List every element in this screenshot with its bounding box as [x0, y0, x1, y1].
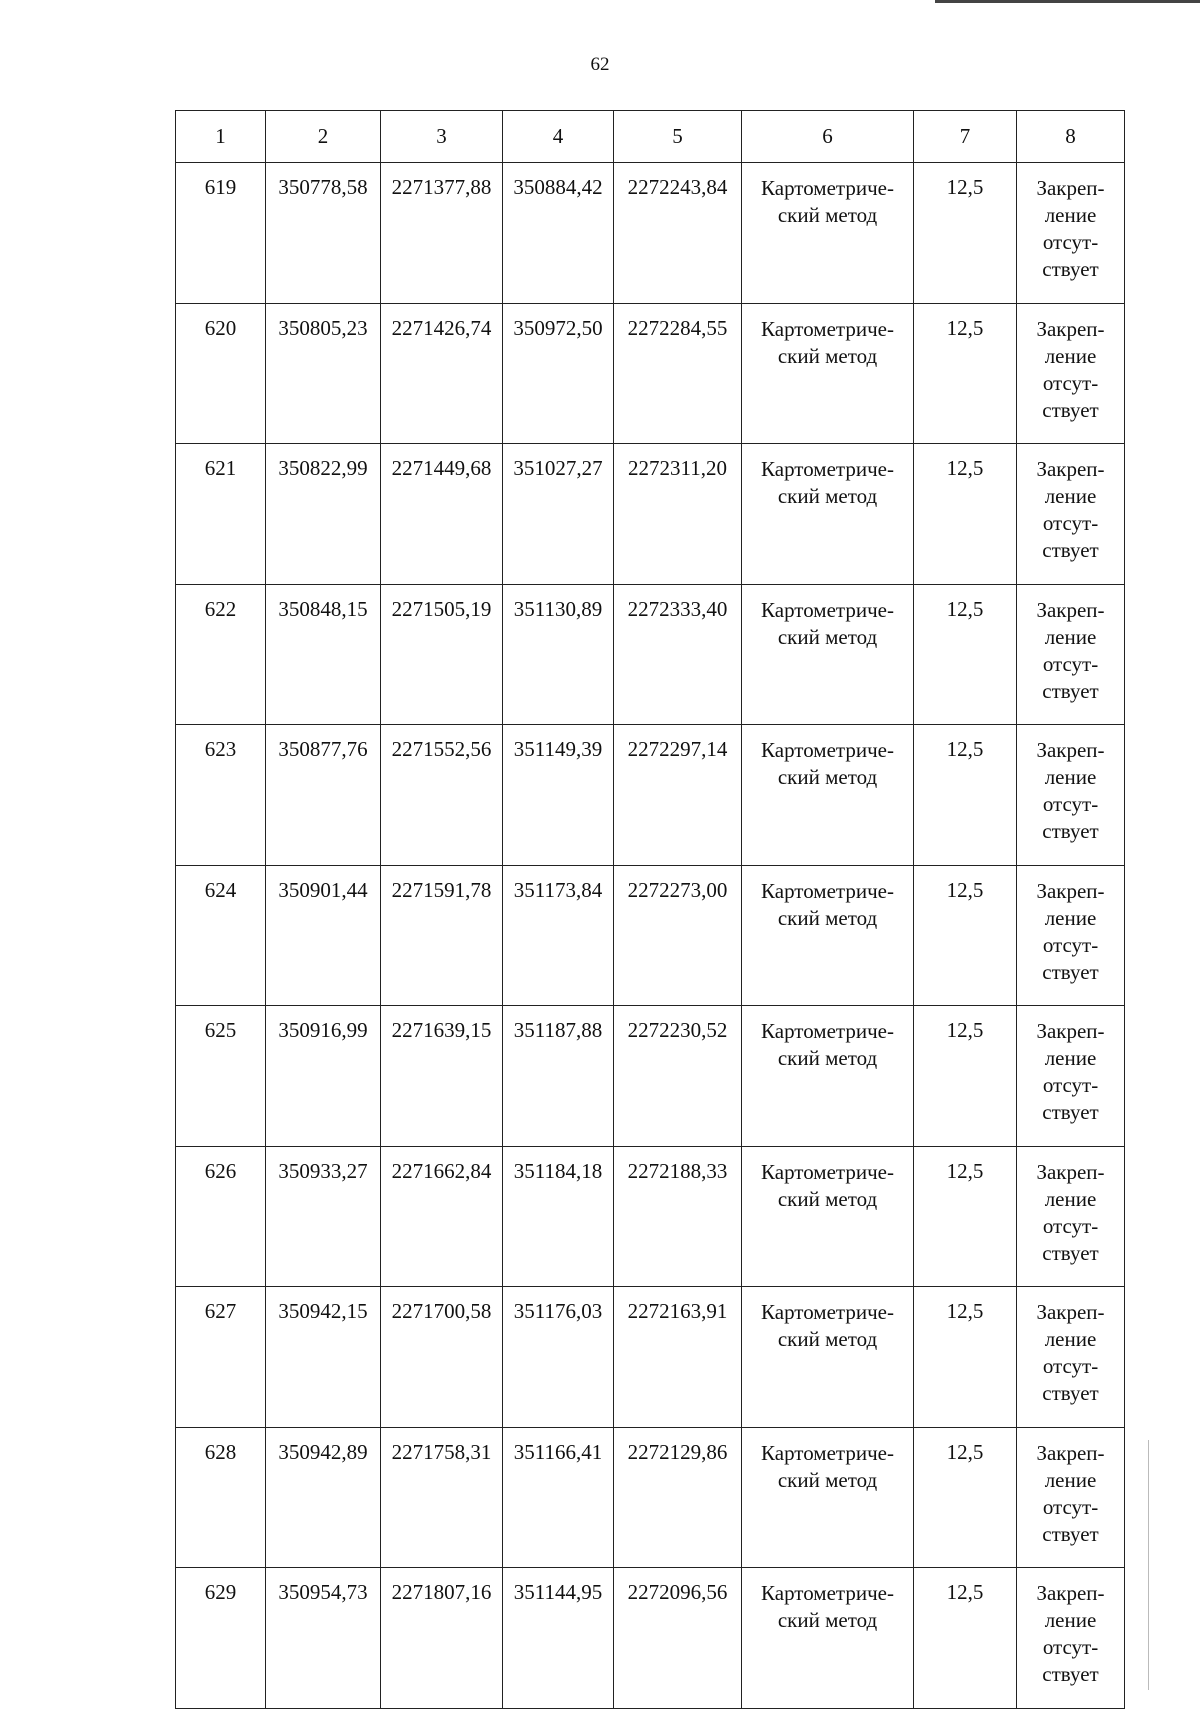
cell-line: ствует — [1042, 1521, 1099, 1546]
table-cell-col-7: 12,5 — [914, 444, 1017, 585]
cell-line: Картометриче- — [761, 738, 894, 762]
page-number: 62 — [590, 54, 610, 75]
table-cell-col-1: 624 — [176, 865, 266, 1006]
cell-line: Картометриче- — [761, 1581, 894, 1605]
table-cell-col-1: 622 — [176, 584, 266, 725]
table-cell-col-4: 351149,39 — [503, 725, 614, 866]
cell-line: Закреп- — [1036, 738, 1105, 762]
table-cell-col-2: 350778,58 — [266, 163, 381, 304]
table-cell-col-4: 351027,27 — [503, 444, 614, 585]
table-cell-col-2: 350933,27 — [266, 1146, 381, 1287]
table-cell-col-4: 351166,41 — [503, 1427, 614, 1568]
cell-line: ский метод — [777, 1046, 878, 1070]
table-cell-col-3: 2271807,16 — [381, 1568, 503, 1709]
table-cell-col-6 — [742, 1427, 914, 1568]
table-row — [176, 1427, 1125, 1568]
cell-line: Картометриче- — [761, 597, 894, 622]
table-cell-col-7: 12,5 — [914, 725, 1017, 866]
cell-line: Закреп- — [1036, 1300, 1105, 1324]
table-cell-col-6 — [742, 865, 914, 1006]
cell-line: ствует — [1042, 678, 1099, 703]
table-cell-col-5: 2272129,86 — [614, 1427, 742, 1568]
table-row — [176, 584, 1125, 725]
table-cell-col-8 — [1017, 584, 1125, 725]
table-cell-col-3: 2271662,84 — [381, 1146, 503, 1287]
table-cell-col-5: 2272096,56 — [614, 1568, 742, 1709]
table-cell-col-8 — [1017, 1568, 1125, 1709]
table-cell-col-3: 2271700,58 — [381, 1287, 503, 1428]
table-cell-col-8 — [1017, 1146, 1125, 1287]
cell-line: ский метод — [777, 1608, 878, 1632]
table-row — [176, 444, 1125, 585]
table-cell-col-3: 2271426,74 — [381, 303, 503, 444]
cell-line: Картометриче- — [761, 878, 894, 903]
table-cell-col-1: 625 — [176, 1006, 266, 1147]
cell-line: отсут- — [1042, 932, 1099, 957]
cell-line: Закреп- — [1036, 1440, 1105, 1465]
table-cell-col-6 — [742, 1146, 914, 1287]
column-header: 7 — [914, 111, 1017, 163]
cell-line: ский метод — [777, 203, 878, 227]
column-header: 4 — [503, 111, 614, 163]
table-cell-col-2: 350916,99 — [266, 1006, 381, 1147]
cell-line: ский метод — [777, 765, 878, 789]
cell-line: Закреп- — [1036, 1019, 1105, 1043]
table-cell-col-8 — [1017, 725, 1125, 866]
cell-line: ствует — [1042, 1100, 1099, 1124]
table-body — [176, 163, 1125, 1709]
cell-line: Закреп- — [1036, 1159, 1105, 1184]
cell-line: ствует — [1042, 1662, 1099, 1686]
cell-line: отсут- — [1042, 230, 1099, 254]
table-cell-col-5: 2272273,00 — [614, 865, 742, 1006]
scan-artifact-line — [1148, 1440, 1149, 1690]
table-cell-col-3: 2271505,19 — [381, 584, 503, 725]
cell-line: ствует — [1042, 959, 1099, 984]
table-cell-col-4: 351184,18 — [503, 1146, 614, 1287]
table-cell-col-5: 2272188,33 — [614, 1146, 742, 1287]
table-cell-col-2: 350822,99 — [266, 444, 381, 585]
table-cell-col-4: 351187,88 — [503, 1006, 614, 1147]
table-header-row — [176, 111, 1125, 163]
cell-line: отсут- — [1042, 1494, 1099, 1519]
table-row — [176, 1568, 1125, 1709]
table-cell-col-8 — [1017, 1287, 1125, 1428]
table-cell-col-2: 350942,15 — [266, 1287, 381, 1428]
cell-line: Закреп- — [1036, 878, 1105, 903]
table-cell-col-3: 2271449,68 — [381, 444, 503, 585]
cell-line: ствует — [1042, 538, 1099, 562]
table-cell-col-8 — [1017, 163, 1125, 304]
table-cell-col-1: 623 — [176, 725, 266, 866]
table-cell-col-4: 351144,95 — [503, 1568, 614, 1709]
cell-line: Картометриче- — [761, 457, 894, 481]
table-cell-col-5: 2272333,40 — [614, 584, 742, 725]
cell-line: Закреп- — [1036, 1581, 1105, 1605]
table-cell-col-7: 12,5 — [914, 1146, 1017, 1287]
table-cell-col-3: 2271377,88 — [381, 163, 503, 304]
cell-line: ление — [1044, 1608, 1097, 1632]
table-cell-col-7: 12,5 — [914, 1287, 1017, 1428]
table-row — [176, 725, 1125, 866]
table-cell-col-3: 2271591,78 — [381, 865, 503, 1006]
table-cell-col-1: 627 — [176, 1287, 266, 1428]
cell-line: ский метод — [777, 905, 878, 930]
cell-line: ствует — [1042, 819, 1099, 843]
cell-line: Картометриче- — [761, 176, 894, 200]
cell-line: отсут- — [1042, 651, 1099, 676]
cell-line: ление — [1044, 343, 1097, 368]
cell-line: ление — [1044, 905, 1097, 930]
table-cell-col-6 — [742, 444, 914, 585]
table-cell-col-5: 2272243,84 — [614, 163, 742, 304]
column-header: 6 — [742, 111, 914, 163]
cell-line: ление — [1044, 1046, 1097, 1070]
table-cell-col-7: 12,5 — [914, 163, 1017, 304]
table-cell-col-6 — [742, 303, 914, 444]
table-cell-col-7: 12,5 — [914, 1427, 1017, 1568]
cell-line: ление — [1044, 1327, 1097, 1351]
table-cell-col-1: 628 — [176, 1427, 266, 1568]
table-cell-col-7: 12,5 — [914, 1568, 1017, 1709]
cell-line: ский метод — [777, 1467, 878, 1492]
cell-line: Картометриче- — [761, 1300, 894, 1324]
table-cell-col-6 — [742, 163, 914, 304]
cell-line: ление — [1044, 1467, 1097, 1492]
table-cell-col-6 — [742, 725, 914, 866]
table-cell-col-7: 12,5 — [914, 1006, 1017, 1147]
table-row — [176, 163, 1125, 304]
table-cell-col-6 — [742, 1287, 914, 1428]
table-cell-col-1: 620 — [176, 303, 266, 444]
table-cell-col-1: 619 — [176, 163, 266, 304]
table-row — [176, 865, 1125, 1006]
column-header: 2 — [266, 111, 381, 163]
table-cell-col-2: 350848,15 — [266, 584, 381, 725]
table-cell-col-2: 350954,73 — [266, 1568, 381, 1709]
cell-line: отсут- — [1042, 1635, 1099, 1659]
table-cell-col-8 — [1017, 865, 1125, 1006]
table-cell-col-5: 2272163,91 — [614, 1287, 742, 1428]
cell-line: ление — [1044, 203, 1097, 227]
top-scan-rule — [935, 0, 1200, 3]
table-cell-col-2: 350805,23 — [266, 303, 381, 444]
cell-line: ствует — [1042, 1381, 1099, 1405]
cell-line: Картометриче- — [761, 1440, 894, 1465]
table-row — [176, 303, 1125, 444]
cell-line: ление — [1044, 1186, 1097, 1211]
table-row — [176, 1006, 1125, 1147]
cell-line: Картометриче- — [761, 1159, 894, 1184]
cell-line: отсут- — [1042, 1354, 1099, 1378]
cell-line: Картометриче- — [761, 316, 894, 341]
table-cell-col-2: 350942,89 — [266, 1427, 381, 1568]
column-header: 8 — [1017, 111, 1125, 163]
cell-line: Картометриче- — [761, 1019, 894, 1043]
cell-line: ский метод — [777, 624, 878, 649]
table-cell-col-3: 2271758,31 — [381, 1427, 503, 1568]
cell-line: ский метод — [777, 484, 878, 508]
cell-line: ление — [1044, 624, 1097, 649]
cell-line: ский метод — [777, 1327, 878, 1351]
cell-line: отсут- — [1042, 511, 1099, 535]
table-cell-col-8 — [1017, 1427, 1125, 1568]
table-cell-col-8 — [1017, 303, 1125, 444]
table-cell-col-4: 350884,42 — [503, 163, 614, 304]
table-cell-col-5: 2272284,55 — [614, 303, 742, 444]
cell-line: отсут- — [1042, 1213, 1099, 1238]
table-cell-col-4: 351130,89 — [503, 584, 614, 725]
table-cell-col-6 — [742, 1568, 914, 1709]
coordinates-table — [175, 110, 1125, 1709]
table-cell-col-7: 12,5 — [914, 303, 1017, 444]
table-cell-col-5: 2272311,20 — [614, 444, 742, 585]
table-row — [176, 1146, 1125, 1287]
cell-line: отсут- — [1042, 370, 1099, 395]
table-cell-col-7: 12,5 — [914, 865, 1017, 1006]
cell-line: отсут- — [1042, 1073, 1099, 1097]
table-cell-col-2: 350901,44 — [266, 865, 381, 1006]
cell-line: ский метод — [777, 343, 878, 368]
cell-line: ский метод — [777, 1186, 878, 1211]
cell-line: Закреп- — [1036, 457, 1105, 481]
column-header: 5 — [614, 111, 742, 163]
cell-line: Закреп- — [1036, 176, 1105, 200]
cell-line: отсут- — [1042, 792, 1099, 816]
table-cell-col-5: 2272230,52 — [614, 1006, 742, 1147]
cell-line: ление — [1044, 484, 1097, 508]
table-cell-col-8 — [1017, 444, 1125, 585]
table-cell-col-7: 12,5 — [914, 584, 1017, 725]
cell-line: Закреп- — [1036, 597, 1105, 622]
column-header: 3 — [381, 111, 503, 163]
table-cell-col-8 — [1017, 1006, 1125, 1147]
table-cell-col-4: 350972,50 — [503, 303, 614, 444]
table-cell-col-1: 621 — [176, 444, 266, 585]
cell-line: ствует — [1042, 1240, 1099, 1265]
table-cell-col-1: 626 — [176, 1146, 266, 1287]
cell-line: ствует — [1042, 257, 1099, 281]
table-cell-col-5: 2272297,14 — [614, 725, 742, 866]
table-cell-col-6 — [742, 1006, 914, 1147]
column-header: 1 — [176, 111, 266, 163]
table-cell-col-4: 351176,03 — [503, 1287, 614, 1428]
cell-line: Закреп- — [1036, 316, 1105, 341]
table-cell-col-4: 351173,84 — [503, 865, 614, 1006]
cell-line: ление — [1044, 765, 1097, 789]
table-cell-col-2: 350877,76 — [266, 725, 381, 866]
table-cell-col-6 — [742, 584, 914, 725]
table-cell-col-3: 2271552,56 — [381, 725, 503, 866]
table-cell-col-1: 629 — [176, 1568, 266, 1709]
table-cell-col-3: 2271639,15 — [381, 1006, 503, 1147]
cell-line: ствует — [1042, 397, 1099, 422]
table-row — [176, 1287, 1125, 1428]
